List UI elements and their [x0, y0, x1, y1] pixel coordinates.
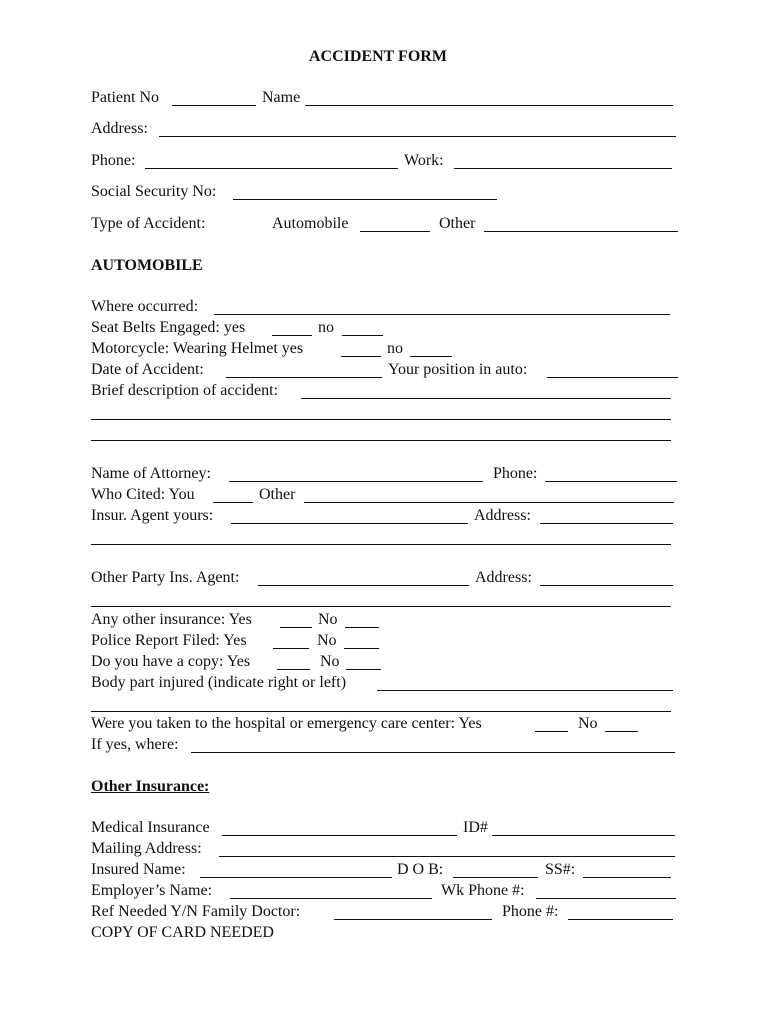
hospital-no-label: No: [578, 715, 598, 732]
id-field[interactable]: [492, 835, 675, 836]
ssn-field[interactable]: [233, 199, 497, 200]
have-copy-no-field[interactable]: [346, 669, 381, 670]
body-part-line-2[interactable]: [91, 711, 671, 712]
if-yes-where-field[interactable]: [191, 752, 675, 753]
brief-description-field[interactable]: [301, 398, 671, 399]
hospital-yes-field[interactable]: [535, 731, 568, 732]
have-copy-no-label: No: [320, 653, 340, 670]
police-report-label: Police Report Filed: Yes: [91, 632, 247, 649]
hospital-no-field[interactable]: [605, 731, 638, 732]
where-occurred-label: Where occurred:: [91, 298, 199, 315]
insured-name-field[interactable]: [200, 877, 392, 878]
work-label: Work:: [404, 152, 444, 169]
police-report-yes-field[interactable]: [273, 648, 309, 649]
automobile-option-field[interactable]: [360, 231, 430, 232]
any-other-insurance-label: Any other insurance: Yes: [91, 611, 252, 628]
patient-no-field[interactable]: [172, 105, 256, 106]
seat-belts-no-label: no: [318, 319, 334, 336]
brief-description-line-3[interactable]: [91, 440, 671, 441]
other-party-agent-field[interactable]: [258, 585, 469, 586]
dob-label: D O B:: [397, 861, 444, 878]
other-option-label: Other: [439, 215, 476, 232]
who-cited-other-field[interactable]: [304, 502, 674, 503]
who-cited-you-field[interactable]: [213, 502, 253, 503]
other-option-field[interactable]: [484, 231, 678, 232]
mailing-address-label: Mailing Address:: [91, 840, 202, 857]
police-report-no-field[interactable]: [344, 648, 379, 649]
ss-label: SS#:: [545, 861, 576, 878]
helmet-no-field[interactable]: [410, 356, 452, 357]
wk-phone-field[interactable]: [536, 898, 676, 899]
medical-insurance-field[interactable]: [222, 835, 457, 836]
other-party-agent-label: Other Party Ins. Agent:: [91, 569, 240, 586]
have-copy-label: Do you have a copy: Yes: [91, 653, 251, 670]
automobile-option-label: Automobile: [272, 215, 349, 232]
who-cited-other-label: Other: [259, 486, 296, 503]
brief-description-label: Brief description of accident:: [91, 382, 279, 399]
automobile-heading: AUTOMOBILE: [91, 257, 203, 274]
police-report-no-label: No: [317, 632, 337, 649]
wk-phone-label: Wk Phone #:: [441, 882, 525, 899]
attorney-phone-label: Phone:: [493, 465, 538, 482]
patient-no-label: Patient No: [91, 89, 159, 106]
form-title: ACCIDENT FORM: [309, 48, 447, 65]
motorcycle-label: Motorcycle: Wearing Helmet yes: [91, 340, 304, 357]
date-of-accident-field[interactable]: [226, 377, 382, 378]
seat-belts-yes-field[interactable]: [272, 335, 312, 336]
copy-of-card-note: COPY OF CARD NEEDED: [91, 924, 274, 941]
brief-description-line-2[interactable]: [91, 419, 671, 420]
employer-name-field[interactable]: [230, 898, 432, 899]
medical-insurance-label: Medical Insurance: [91, 819, 210, 836]
position-label: Your position in auto:: [388, 361, 528, 378]
employer-name-label: Employer’s Name:: [91, 882, 213, 899]
mailing-address-field[interactable]: [219, 856, 675, 857]
helmet-yes-field[interactable]: [341, 356, 381, 357]
other-party-address-field[interactable]: [540, 585, 673, 586]
attorney-field[interactable]: [229, 481, 483, 482]
seat-belts-label: Seat Belts Engaged: yes: [91, 319, 246, 336]
insur-agent-address-line-2[interactable]: [91, 544, 671, 545]
ssn-label: Social Security No:: [91, 183, 217, 200]
who-cited-label: Who Cited: You: [91, 486, 195, 503]
have-copy-yes-field[interactable]: [277, 669, 310, 670]
any-other-insurance-no-field[interactable]: [345, 627, 379, 628]
insur-agent-field[interactable]: [231, 523, 468, 524]
any-other-insurance-yes-field[interactable]: [280, 627, 312, 628]
hospital-label: Were you taken to the hospital or emergency care center: Yes: [91, 715, 482, 732]
seat-belts-no-field[interactable]: [342, 335, 383, 336]
insur-agent-address-label: Address:: [474, 507, 531, 524]
work-field[interactable]: [454, 168, 672, 169]
body-part-field[interactable]: [377, 690, 673, 691]
phone-label: Phone:: [91, 152, 136, 169]
where-occurred-field[interactable]: [214, 314, 670, 315]
insured-name-label: Insured Name:: [91, 861, 186, 878]
insur-agent-label: Insur. Agent yours:: [91, 507, 214, 524]
helmet-no-label: no: [387, 340, 403, 357]
id-label: ID#: [463, 819, 488, 836]
body-part-label: Body part injured (indicate right or left): [91, 674, 347, 691]
date-of-accident-label: Date of Accident:: [91, 361, 204, 378]
insur-agent-address-field[interactable]: [540, 523, 673, 524]
name-field[interactable]: [305, 105, 673, 106]
if-yes-where-label: If yes, where:: [91, 736, 179, 753]
dob-field[interactable]: [453, 877, 538, 878]
name-label: Name: [262, 89, 301, 106]
attorney-phone-field[interactable]: [545, 481, 677, 482]
any-other-insurance-no-label: No: [318, 611, 338, 628]
ss-field[interactable]: [583, 877, 671, 878]
address-field[interactable]: [159, 136, 676, 137]
type-of-accident-label: Type of Accident:: [91, 215, 206, 232]
other-party-address-line-2[interactable]: [91, 606, 671, 607]
attorney-label: Name of Attorney:: [91, 465, 211, 482]
phone-number-label: Phone #:: [502, 903, 559, 920]
position-field[interactable]: [547, 377, 678, 378]
ref-needed-label: Ref Needed Y/N Family Doctor:: [91, 903, 301, 920]
phone-number-field[interactable]: [568, 919, 673, 920]
other-party-address-label: Address:: [475, 569, 532, 586]
phone-field[interactable]: [145, 168, 398, 169]
family-doctor-field[interactable]: [334, 919, 492, 920]
address-label: Address:: [91, 120, 148, 137]
other-insurance-heading: Other Insurance:: [91, 778, 210, 795]
